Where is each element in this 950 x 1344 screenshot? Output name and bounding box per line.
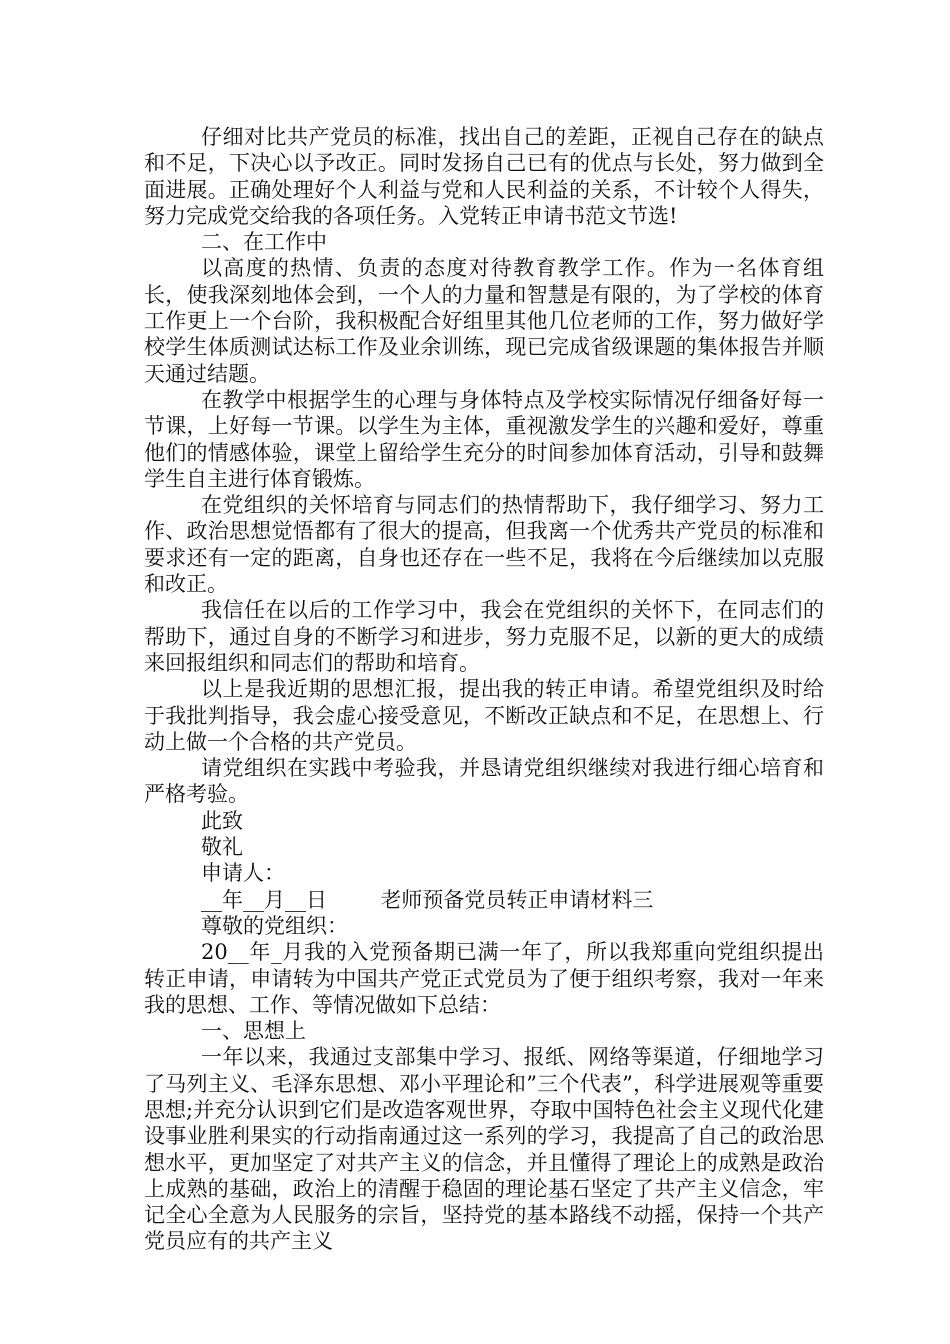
greeting-party-organization: 尊敬的党组织：: [201, 913, 348, 938]
paragraph-teaching: 在教学中根据学生的心理与身体特点及学校实际情况仔细备好每一节课，上好每一节课。以学生为主体，重视激发学生的兴趣和爱好，尊重他们的情感体验，课堂上留给学生充分的时间参加体育活动，引导和鼓舞学生自主进行体育锻炼。: [144, 387, 824, 491]
section-heading-work: 二、在工作中: [201, 230, 327, 255]
document-body: [144, 124, 824, 1255]
paragraph-work-attitude: 以高度的热情、负责的态度对待教育教学工作。作为一名体育组长，使我深刻地体会到，一个人的力量和智慧是有限的，为了学校的体育工作更上一个台阶，我积极配合好组里其他几位老师的工作，努力做好学校学生体质测试达标工作及业余训练，现已完成省级课题的集体报告并顺天通过结题。: [144, 256, 824, 386]
paragraph-theory-study: 一年以来，我通过支部集中学习、报纸、网络等渠道，仔细地学习了马列主义、毛泽东思想、邓小平理论和”三个代表”，科学进展观等重要思想;并充分认识到它们是改造客观世界，夺取中国特色社会主义现代化建设事业胜利果实的行动指南通过这一系列的学习，我提高了自己的政治思想水平，更加坚定了对共产主义的信念，并且懂得了理论上的成熟是政治上成熟的基础，政治上的清醒于稳固的理论基石坚定了共产主义信念，牢记全心全意为人民服务的宗旨，坚持党的基本路线不动摇，保持一个共产党员应有的共产主义: [144, 1045, 824, 1254]
paragraph-application-summary: 以上是我近期的思想汇报，提出我的转正申请。希望党组织及时给于我批判指导，我会虚心接受意见，不断改正缺点和不足，在思想上、行动上做一个合格的共产党员。: [144, 677, 824, 754]
closing-salutation: 此致: [201, 808, 243, 833]
paragraph-request-examination: 请党组织在实践中考验我，并恳请党组织继续对我进行细心培育和严格考验。: [144, 756, 824, 807]
paragraph-party-care: 在党组织的关怀培育与同志们的热情帮助下，我仔细学习、努力工作、政治思想觉悟都有了很大的提高，但我离一个优秀共产党员的标准和要求还有一定的距离，自身也还存在一些不足，我将在今后继续加以克服和改正。: [144, 493, 824, 597]
paragraph-probation-complete: 20__年_月我的入党预备期已满一年了，所以我郑重向党组织提出转正申请，申请转为中国共产党正式党员为了便于组织考察，我对一年来我的思想、工作、等情况做如下总结：: [144, 940, 824, 1017]
paragraph-self-reflection: 仔细对比共产党员的标准，找出自己的差距，正视自己存在的缺点和不足，下决心以予改正。同时发扬自己已有的优点与长处，努力做到全面进展。正确处理好个人利益与党和人民利益的关系，不计较个人得失，努力完成党交给我的各项任务。入党转正申请书范文节选!: [144, 125, 824, 228]
applicant-label: 申请人：: [201, 861, 285, 886]
section-heading-thought: 一、思想上: [201, 1019, 306, 1044]
paragraph-future-commitment: 我信任在以后的工作学习中，我会在党组织的关怀下，在同志们的帮助下，通过自身的不断学习和进步，努力克服不足，以新的更大的成绩来回报组织和同志们的帮助和培育。: [144, 598, 824, 675]
closing-regards: 敬礼: [201, 835, 243, 860]
date-and-next-title: __年__月__日 老师预备党员转正申请材料三: [201, 887, 654, 912]
